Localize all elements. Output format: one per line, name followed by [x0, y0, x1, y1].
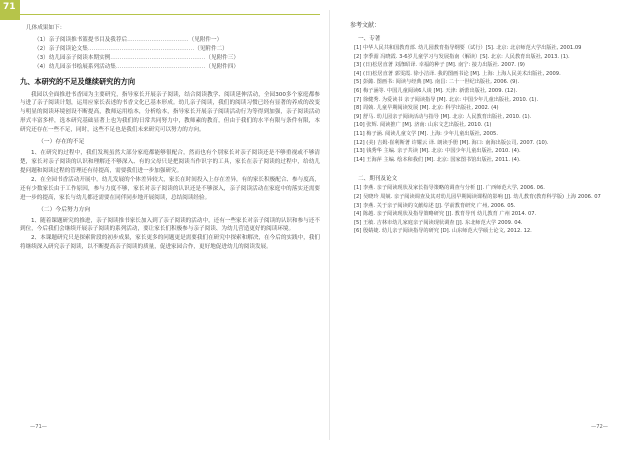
corner-logo-mark: [0, 0, 20, 20]
reference-item: [4] 陈越. 亲子阅读现状及指导策略研究 [J]. 教育导刊 幼儿教育 广州 2014. 07.: [354, 211, 537, 218]
reference-item: [2] 李季湄 冯晓霞. 3-6岁儿童学习与发展指南（解读）[S]. 北京: 人民教育出版社, 2013. (1).: [354, 53, 570, 60]
subsection-title: （一）存在的不足: [38, 139, 85, 146]
subsection-title: （二）今后努力方向: [38, 206, 91, 213]
body-paragraph: 2、本课题研究只是探索阶段的初步成果，家长更多的问题更是需要我们在研究中探索和解决，在今后的实践中，我们将继续深入研究亲子阅读，以不断提高亲子阅读的质量，促进家园合作，更好地促进幼儿的阅读发展。: [20, 235, 320, 251]
attachment-item[interactable]: （2）亲子阅读论文集…………………………………………………（见附件二）: [34, 45, 228, 52]
corner-label: 71: [3, 2, 16, 12]
reference-item: [5] 彭懿. 图画书: 阅读与经典 [M]. 南昌: 二十一世纪出版社, 2006. (9).: [354, 79, 520, 86]
left-page-number: —71—: [30, 424, 47, 430]
reference-item: [10] 张辉. 阅读推广 [M]. 济南: 山东文艺出版社, 2010. (1): [354, 122, 492, 129]
reference-item: [3] 李燕. 关于亲子阅读的文献综述 [J]. 学前教育研究 广州, 2006. 05.: [354, 202, 516, 209]
reference-item: [4] (日)松居直著 郭雯霞. 徐小洁译. 我的图画书论 [M]. 上海: 上海人民美术出版社, 2009.: [354, 70, 561, 77]
attachment-item[interactable]: （4）幼儿园亲书绘展系列活动集…………………………………………（见附件四）: [34, 63, 239, 70]
reference-item: [5] 王敏. 吉林市幼儿家庭亲子阅读现状调查 [J]. 东北师范大学 2009. 04.: [354, 219, 523, 226]
reference-item: [8] 周兢. 儿童早期阅读发展 [M]. 北京: 科学出版社, 2002. (4): [354, 105, 499, 112]
journal-references: [338, 184, 638, 236]
reference-item: [1] 中华人民共和国教育部. 幼儿园教育指导纲要（试行）[S]. 北京: 北京师范大学出版社, 2001.09: [354, 45, 582, 51]
reference-item: [13] 钱秀华 主编. 亲子共读 [M]. 北京: 中国少年儿童出版社, 2010. (4).: [354, 148, 521, 155]
reference-item: [9] 舒马. 幼儿园亲子阅读活动与指导 [M]. 北京: 人民教育出版社, 2010. (1).: [354, 113, 532, 120]
reference-item: [3] (日)松居直著 刘涤昭译. 幸福的种子 [M]. 南宁: 接力出版社. 2007. (9): [354, 62, 525, 69]
attachment-item[interactable]: （1）亲子阅读推书篮提书目及我荐后……………………………（见附件一）: [34, 36, 223, 43]
reference-item: [6] 梅子涵等. 中国儿童阅读6人谈 [M]. 天津: 新蕾出版社, 2009. (12).: [354, 87, 518, 94]
section-heading: 九、本研究的不足及继续研究的方向: [20, 76, 136, 86]
right-page-number: —72—: [591, 424, 608, 430]
body-paragraph: 2、在全园书香活动开展中，幼儿发展的个体差异较大，家长在时间投入上存在差异，有的家长积极配合、参与度高，还有少数家长由于工作原因，参与力度不够，家长对亲子阅读的认识还是不够深入，亲子阅读活动在家庭中的落实还需要进一步的提高，家长与幼儿都还需要在同伴同步地开展阅读，总结阅读经验。: [20, 176, 320, 201]
page-gutter: [329, 10, 330, 440]
reference-item: [6] 殷婧婕. 幼儿亲子阅读指导的研究 [D]. 山东师范大学硕士论文, 2012. 12.: [354, 228, 532, 235]
body-paragraph: 1、随着课题研究的推进，亲子阅读推书家长加入到了亲子阅读的活动中，还有一些家长对亲子阅读的认识和参与还不到位，今后我们会继续开展亲子阅读的系列活动，要让家长们积极参与亲子阅读、为幼儿营造更好的阅读环境。: [20, 217, 320, 233]
reference-item: [12] (美) 吉姆·崔利斯著 许耀云 译. 朗读手册 [M]. 海口: 南海出版公司, 2007. (10).: [354, 139, 549, 146]
references-title: 参考文献：: [350, 22, 381, 29]
intro-paragraph: 我园以全面推进书香园为主要研究，指导家长开展亲子阅读，结合阅读教学、阅读延伸活动，全园300多个家庭都参与进了亲子阅读计划，运用应家长表述的书香文化已基本形成。幼儿亲子阅读，我们的阅读习惯已经有显著的养成的改变与明显的阅读环境创设不断提高，教师运用绘本，分析绘本，指导家长开展亲子阅读活动行为等得到加强，亲子阅读活动形式丰富多样，选本研究基础显著上也为我们的日常共同努力中，教师素的教育，但由于我们的水平有限与条件有限，本研究还存在一些不足，同时，这些不足也是我们未来研究可以努力的方向。: [20, 91, 320, 134]
attachment-item[interactable]: （3）幼儿园亲子阅读本期实例……………………………………………（见附件三）: [34, 54, 239, 61]
references-section-journals: 二、期刊及论文: [358, 176, 398, 183]
attachments-list: [20, 36, 320, 72]
left-page: [20, 14, 320, 434]
attachments-title: 几体成果如下：: [26, 25, 66, 31]
book-references: [338, 44, 638, 164]
reference-item: [1] 李燕. 亲子阅读现状及家长指导策略的调查与分析 [J]. 广西师范大学, 2006. 06.: [354, 185, 545, 192]
reference-item: [14] 王海萍 主编. 绘本和我们 [M]. 北京: 国家图书馆出版社, 2011. (4).: [354, 156, 521, 163]
reference-item: [2] 吴晓玲 周兢. 亲子阅读调查及其对幼儿园早期阅读课程的影响 [J]. 幼儿教育(教育科学版) 上海 2006. 07: [354, 193, 601, 200]
body-paragraph: 1、在研究的过程中，我们发现虽然大部分家庭都能够很配合，然而也有个别家长对亲子阅读还是不够重视或不够清楚，家长对亲子阅读的认识和理解还不够深入、有的父母只是把阅读当作识字的工具，家长在亲子阅读的过程中，给幼儿提问题和阅读过程的管理还有待提高，需要我们进一步加强研究。: [20, 150, 320, 174]
references-section-books: 一、专著: [358, 36, 381, 42]
right-page: [338, 14, 638, 434]
reference-item: [11] 梅子涵. 阅读儿童文学 [M]. 上海: 少年儿童出版社, 2005.: [354, 130, 498, 137]
reference-item: [7] 徐健秀. 为爱读书 亲子阅读指导 [M]. 北京: 中国少年儿童出版社, 2010. (1).: [354, 96, 539, 103]
